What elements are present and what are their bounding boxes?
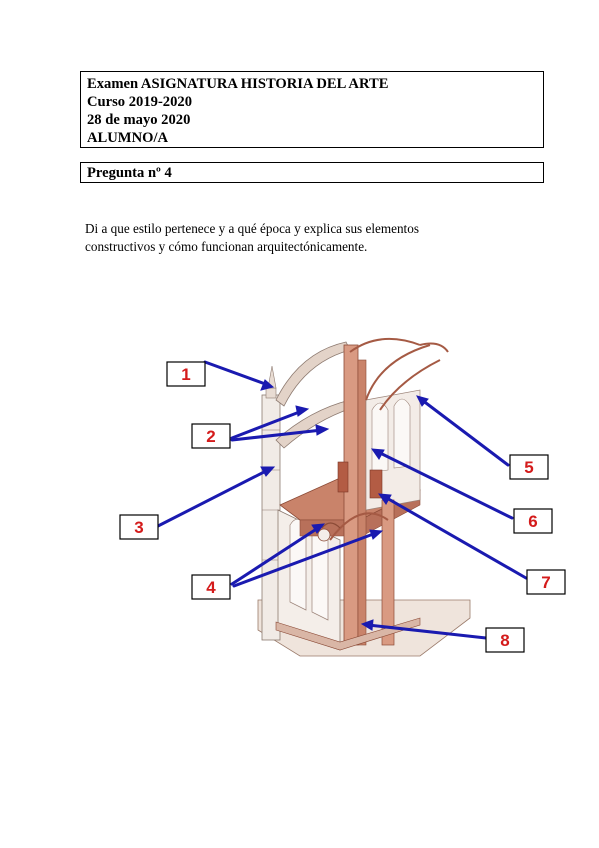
label-box-3 bbox=[120, 515, 158, 539]
label-7: 7 bbox=[541, 573, 551, 592]
arrow-3 bbox=[158, 470, 268, 526]
label-4: 4 bbox=[206, 578, 216, 597]
label-2: 2 bbox=[206, 427, 216, 446]
instructions-line-2: constructivos y cómo funcionan arquitectónicamente. bbox=[85, 239, 368, 254]
exam-subject-line: Examen ASIGNATURA HISTORIA DEL ARTE bbox=[87, 76, 389, 92]
label-1: 1 bbox=[181, 365, 191, 384]
label-box-2 bbox=[192, 424, 230, 448]
arrow-1 bbox=[205, 362, 268, 385]
exam-date-line: 28 de mayo 2020 bbox=[87, 112, 191, 128]
label-5: 5 bbox=[524, 458, 534, 477]
label-3: 3 bbox=[134, 518, 144, 537]
exam-course-line: Curso 2019-2020 bbox=[87, 94, 192, 110]
label-box-6 bbox=[514, 509, 552, 533]
arrow-5 bbox=[422, 400, 508, 465]
arrow-7 bbox=[385, 497, 526, 578]
label-box-4 bbox=[192, 575, 230, 599]
label-box-5 bbox=[510, 455, 548, 479]
label-box-1 bbox=[167, 362, 205, 386]
question-title: Pregunta nº 4 bbox=[87, 165, 172, 181]
instructions-line-1: Di a que estilo pertenece y a qué época y explica sus elementos bbox=[85, 221, 419, 236]
label-box-7 bbox=[527, 570, 565, 594]
label-box-8 bbox=[486, 628, 524, 652]
exam-student-line: ALUMNO/A bbox=[87, 130, 169, 146]
label-6: 6 bbox=[528, 512, 538, 531]
label-8: 8 bbox=[500, 631, 510, 650]
cathedral-illustration bbox=[258, 339, 470, 656]
